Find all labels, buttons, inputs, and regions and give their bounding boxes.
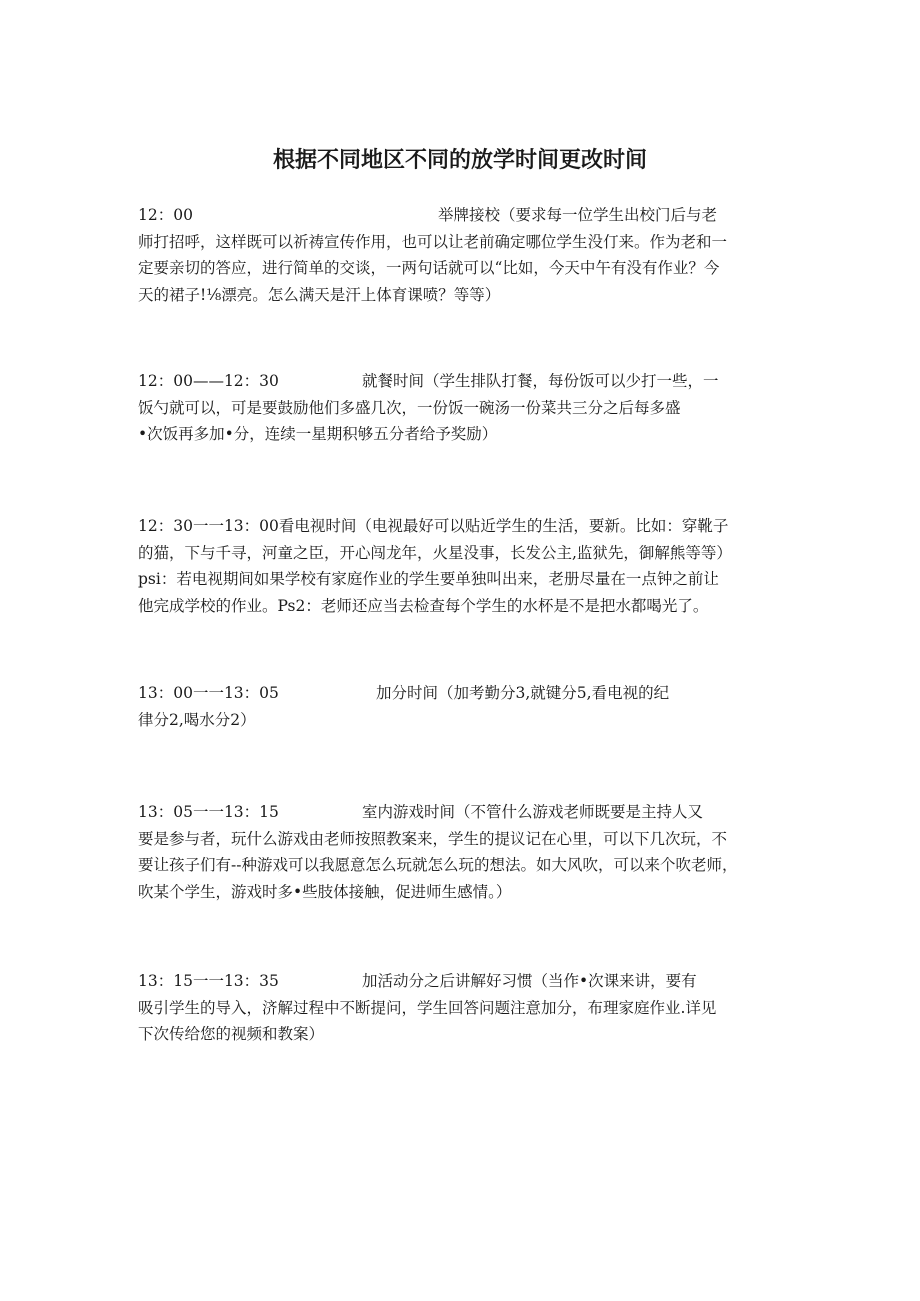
- section-text-line: 看电视时间（电视最好可以贴近学生的生活，要新。比如：穿靴子: [278, 517, 729, 535]
- time-label: 12：30一一13：00: [138, 517, 279, 535]
- time-label: 13：00一一13：05: [138, 684, 279, 702]
- section-text-line: 加活动分之后讲解好习惯（当作•次课来讲，要有: [362, 972, 697, 990]
- section-text-line: 他完成学校的作业。Ps2：老师还应当去检查每个学生的水杯是不是把水都喝光了。: [138, 596, 709, 615]
- schedule-section-1: [138, 202, 788, 308]
- section-text-line: 师打招呼，这样既可以祈祷宣传作用，也可以让老前确定哪位学生没仃来。作为老和一: [138, 232, 728, 251]
- schedule-section-2: [138, 368, 788, 448]
- section-text-line: 下次传给您的视频和教案）: [138, 1025, 325, 1043]
- section-text-line: 的猫，下与千寻，河童之臣，开心闯龙年，火星没事，长发公主,监狱先，御解熊等等）: [138, 543, 732, 562]
- section-first-line: [138, 202, 788, 229]
- section-text-line: 律分2,喝水分2）: [138, 710, 256, 729]
- section-text-line: 就餐时间（学生排队打餐，每份饭可以少打一些，一: [362, 372, 719, 390]
- section-first-line: [138, 799, 788, 826]
- section-text-line: 室内游戏时间（不管什么游戏老师既要是主持人又: [362, 803, 704, 821]
- section-text-line: 加分时间（加考勤分3,就键分5,看电视的纪: [376, 684, 670, 702]
- time-label: 13：05一一13：15: [138, 803, 279, 821]
- section-text-line: •次饭再多加•分，连续一星期积够五分者给予奖励）: [138, 425, 498, 443]
- section-text-line: 定要亲切的答应，进行简单的交谈，一两句话就可以“比如，今天中午有没有作业？今: [138, 259, 720, 277]
- section-first-line: [138, 513, 788, 540]
- schedule-section-5: [138, 799, 788, 905]
- time-label: 13：15一一13：35: [138, 972, 279, 990]
- section-text-line: 要是参与者，玩什么游戏由老师按照教案来，学生的提议记在心里，可以下几次玩，不: [138, 829, 728, 848]
- section-text-line: 吸引学生的导入，济解过程中不断提问，学生回答问题注意加分，布理家庭作业.详见: [138, 998, 717, 1017]
- section-first-line: [138, 680, 788, 707]
- time-label: 12：00: [138, 206, 193, 224]
- schedule-section-3: [138, 513, 788, 619]
- time-label: 12：00——12：30: [138, 372, 279, 390]
- section-text-line: psi：若电视期间如果学校有家庭作业的学生要单独叫出来，老册尽量在一点钟之前让: [138, 570, 719, 588]
- schedule-section-6: [138, 968, 788, 1048]
- section-text-line: 举牌接校（要求每一位学生出校门后与老: [438, 206, 718, 224]
- section-text-line: 吹某个学生，游戏时多•些肢体接触，促进师生感情。）: [138, 882, 512, 901]
- section-first-line: [138, 368, 788, 395]
- section-text-line: 要让孩子们有--种游戏可以我愿意怎么玩就怎么玩的想法。如大风吹，可以来个吹老师，: [138, 856, 738, 874]
- section-first-line: [138, 968, 788, 995]
- section-text-line: 天的裙子!⅛漂亮。怎么满天是汗上体育课喷？等等）: [138, 285, 501, 304]
- schedule-section-4: [138, 680, 788, 733]
- section-text-line: 饭勺就可以，可是要鼓励他们多盛几次，一份饭一碗汤一份菜共三分之后每多盛: [138, 398, 681, 417]
- document-title: 根据不同地区不同的放学时间更改时间: [272, 148, 647, 173]
